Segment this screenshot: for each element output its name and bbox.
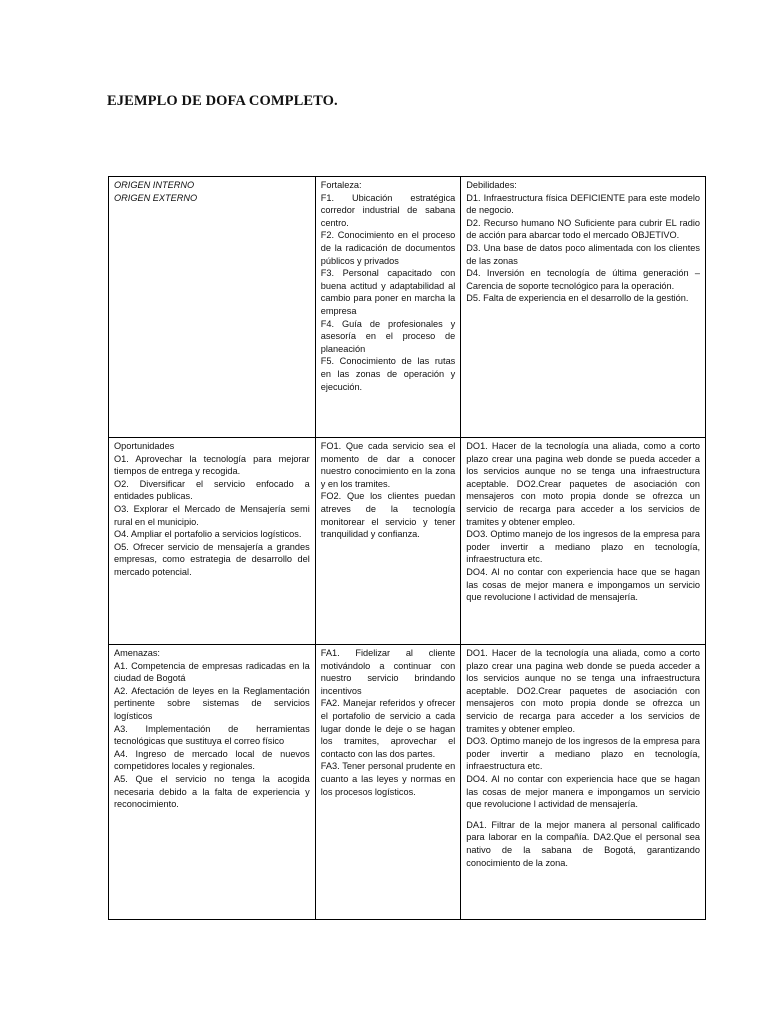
fo-item: FO1. Que cada servicio sea el momento de dar a conocer nuestro conocimiento en la zona y en los tramites. [320, 441, 456, 489]
fo-item: FO2. Que los clientes puedan atreves de la tecnología monitorear el servicio y tener tranquilidad y confianza. [320, 491, 456, 540]
amenaza-item: A4. Ingreso de mercado local de nuevos competidores locales y regionales. [114, 748, 310, 772]
table-row-header [109, 177, 706, 438]
fortaleza-item: F1. Ubicación estratégica corredor industrial de sabana centro. [320, 192, 456, 228]
debilidades-heading: Debilidades: [466, 180, 517, 190]
cell-do-da-strategies [461, 645, 706, 920]
amenaza-item: A5. Que el servicio no tenga la acogida necesaria debido a la falta de experiencia y reconocimiento. [114, 773, 310, 810]
oportunidad-item: O4. Ampliar el portafolio a servicios logísticos. [114, 529, 302, 540]
table-row-oportunidades [109, 438, 706, 645]
do-item: DO1. Hacer de la tecnología una aliada, como a corto plazo crear una pagina web donde se pueda acceder a los servicios aunque no se tenga una infraestructura aceptable. DO2.Crear paquetes de asociación con mensajeros con moto propia donde se ofrezca un servicio de recarga para acceder a los servicios de tramites y obtener empleo. [466, 648, 700, 734]
cell-fo-strategies [315, 438, 461, 645]
cell-oportunidades [109, 438, 316, 645]
fortaleza-item: F3. Personal capacitado con buena actitud y adaptabilidad al cambio para poner en marcha la empresa [320, 268, 456, 316]
do-item: DO3. Optimo manejo de los ingresos de la empresa para poder invertir a mediano plazo en tecnología, infraestructura etc. [466, 736, 700, 772]
table-row-amenazas [109, 645, 706, 920]
fortaleza-item: F4. Guía de profesionales y asesoría en el proceso de planeación [320, 318, 456, 354]
debilidad-item: D5. Falta de experiencia en el desarrollo de la gestión. [466, 293, 689, 304]
fa-item: FA1. Fidelizar al cliente motivándolo a continuar con nuestro servicio brindando incentivos [320, 648, 456, 696]
amenaza-item: A1. Competencia de empresas radicadas en la ciudad de Bogotá [114, 660, 310, 684]
oportunidad-item: O1. Aprovechar la tecnología para mejorar tiempos de entrega y recogida. [114, 453, 310, 477]
debilidad-item: D4. Inversión en tecnología de última generación – Carencia de soporte tecnológico para la operación. [466, 268, 700, 291]
fortalezas-heading: Fortaleza: [320, 180, 362, 190]
label-origen-interno: ORIGEN INTERNO [114, 180, 195, 190]
cell-fa-strategies [315, 645, 461, 920]
cell-amenazas [109, 645, 316, 920]
debilidad-item: D2. Recurso humano NO Suficiente para cubrir EL radio de acción para abarcar todo el mercado OBJETIVO. [466, 217, 700, 241]
oportunidades-heading: Oportunidades [114, 441, 175, 451]
dofa-matrix-table [108, 176, 706, 920]
do-item: DO1. Hacer de la tecnología una aliada, como a corto plazo crear una pagina web donde se pueda acceder a los servicios aunque no se tenga una infraestructura aceptable. DO2.Crear paquetes de asociación con mensajeros con moto propia donde se ofrezca un servicio de recarga para acceder a los servicios de tramites y obtener empleo. [466, 441, 700, 527]
oportunidad-item: O3. Explorar el Mercado de Mensajería semi rural en el municipio. [114, 503, 310, 527]
fortaleza-item: F2. Conocimiento en el proceso de la radicación de documentos públicos y privados [320, 230, 456, 266]
do-item: DO4. Al no contar con experiencia hace que se hagan las cosas de mejor manera e impongamos un servicio que revolucione l actividad de mensajería. [466, 773, 700, 810]
do-item: DO4. Al no contar con experiencia hace que se hagan las cosas de mejor manera e impongamos un servicio que revolucione l actividad de mensajería. [466, 566, 700, 603]
debilidad-item: D1. Infraestructura física DEFICIENTE para este modelo de negocio. [466, 192, 700, 216]
cell-origin-labels [109, 177, 316, 438]
fortaleza-item: F5. Conocimiento de las rutas en las zonas de operación y ejecución. [320, 356, 456, 392]
cell-do-strategies [461, 438, 706, 645]
oportunidad-item: O5. Ofrecer servicio de mensajería a grandes empresas, como estrategia de desarrollo del mercado potencial. [114, 541, 310, 577]
spacer [466, 811, 700, 819]
da-item: DA1. Filtrar de la mejor manera al personal calificado para laborar en la compañía. DA2.Que el personal sea nativo de la sabana de Bogotá, garantizando conocimiento de la zona. [466, 819, 700, 868]
amenazas-heading: Amenazas: [114, 648, 160, 658]
oportunidad-item: O2. Diversificar el servicio enfocado a entidades publicas. [114, 478, 310, 502]
document-title: EJEMPLO DE DOFA COMPLETO. [107, 93, 338, 109]
do-item: DO3. Optimo manejo de los ingresos de la empresa para poder invertir a mediano plazo en tecnología, infraestructura etc. [466, 529, 700, 565]
debilidad-item: D3. Una base de datos poco alimentada con los clientes de las zonas [466, 242, 700, 266]
amenaza-item: A3. Implementación de herramientas tecnológicas que sustituya el correo físico [114, 723, 310, 747]
fa-item: FA2. Manejar referidos y ofrecer el portafolio de servicio a cada lugar donde le deje o se hagan los tramites, aprovechar el contacto con las dos partes. [320, 698, 456, 759]
fa-item: FA3. Tener personal prudente en cuanto a las leyes y normas en los procesos logísticos. [320, 761, 456, 797]
cell-debilidades [461, 177, 706, 438]
label-origen-externo: ORIGEN EXTERNO [114, 192, 198, 203]
cell-fortalezas [315, 177, 461, 438]
amenaza-item: A2. Afectación de leyes en la Reglamentación pertinente sobre sistemas de servicios logísticos [114, 685, 310, 721]
